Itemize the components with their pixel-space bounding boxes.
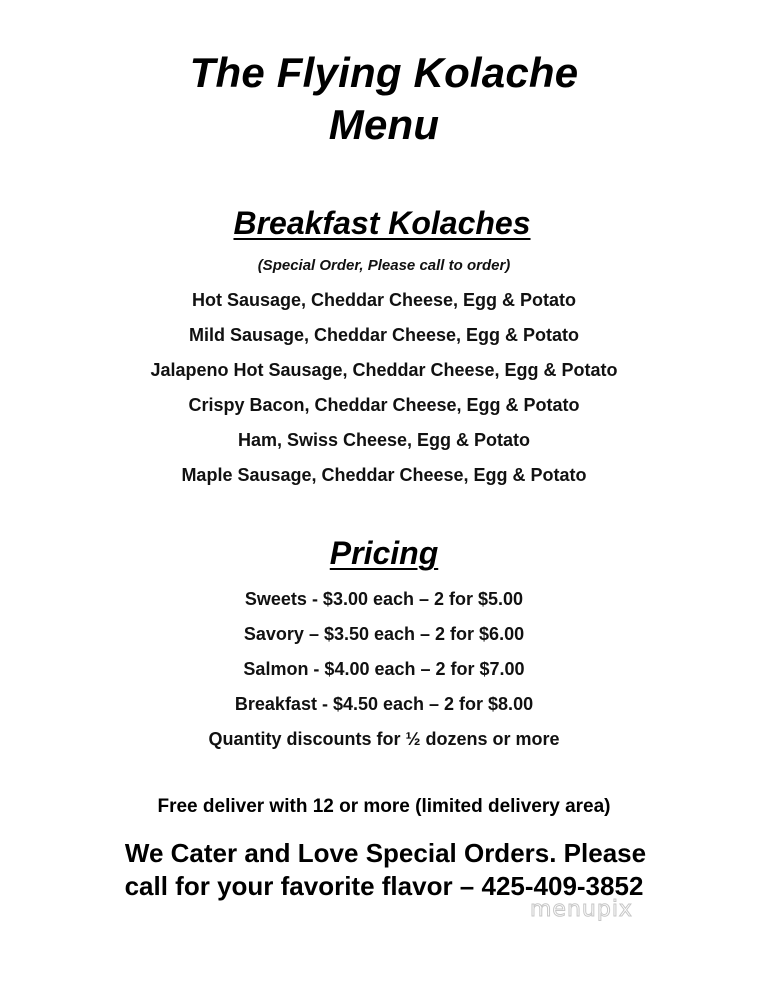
pricing-list <box>0 588 768 763</box>
quantity-discount-note: Quantity discounts for ½ dozens or more <box>208 729 560 749</box>
catering-line-1: We Cater and Love Special Orders. Please <box>124 838 647 868</box>
price-breakfast: Breakfast - $4.50 each – 2 for $8.00 <box>234 694 534 714</box>
special-order-note: (Special Order, Please call to order) <box>257 257 511 274</box>
catering-line-2: call for your favorite flavor – 425-409-3852 <box>124 871 644 901</box>
breakfast-item-jalapeno-sausage: Jalapeno Hot Sausage, Cheddar Cheese, Egg & Potato <box>150 360 618 380</box>
breakfast-heading: Breakfast Kolaches <box>233 205 531 241</box>
breakfast-item-ham-swiss: Ham, Swiss Cheese, Egg & Potato <box>237 430 531 450</box>
catering-note <box>0 837 768 903</box>
menu-subtitle: Menu <box>328 101 440 148</box>
watermark-logo: menupix <box>530 897 633 922</box>
pricing-heading: Pricing <box>329 535 439 571</box>
price-savory: Savory – $3.50 each – 2 for $6.00 <box>243 624 525 644</box>
breakfast-item-hot-sausage: Hot Sausage, Cheddar Cheese, Egg & Potato <box>191 290 577 310</box>
breakfast-item-mild-sausage: Mild Sausage, Cheddar Cheese, Egg & Potato <box>188 325 580 345</box>
breakfast-item-crispy-bacon: Crispy Bacon, Cheddar Cheese, Egg & Potato <box>188 395 580 415</box>
breakfast-list <box>0 289 768 499</box>
menu-title: The Flying Kolache <box>189 49 579 96</box>
price-salmon: Salmon - $4.00 each – 2 for $7.00 <box>243 659 525 679</box>
breakfast-item-maple-sausage: Maple Sausage, Cheddar Cheese, Egg & Potato <box>181 465 587 485</box>
delivery-note: Free deliver with 12 or more (limited delivery area) <box>157 796 611 817</box>
price-sweets: Sweets - $3.00 each – 2 for $5.00 <box>244 589 524 609</box>
